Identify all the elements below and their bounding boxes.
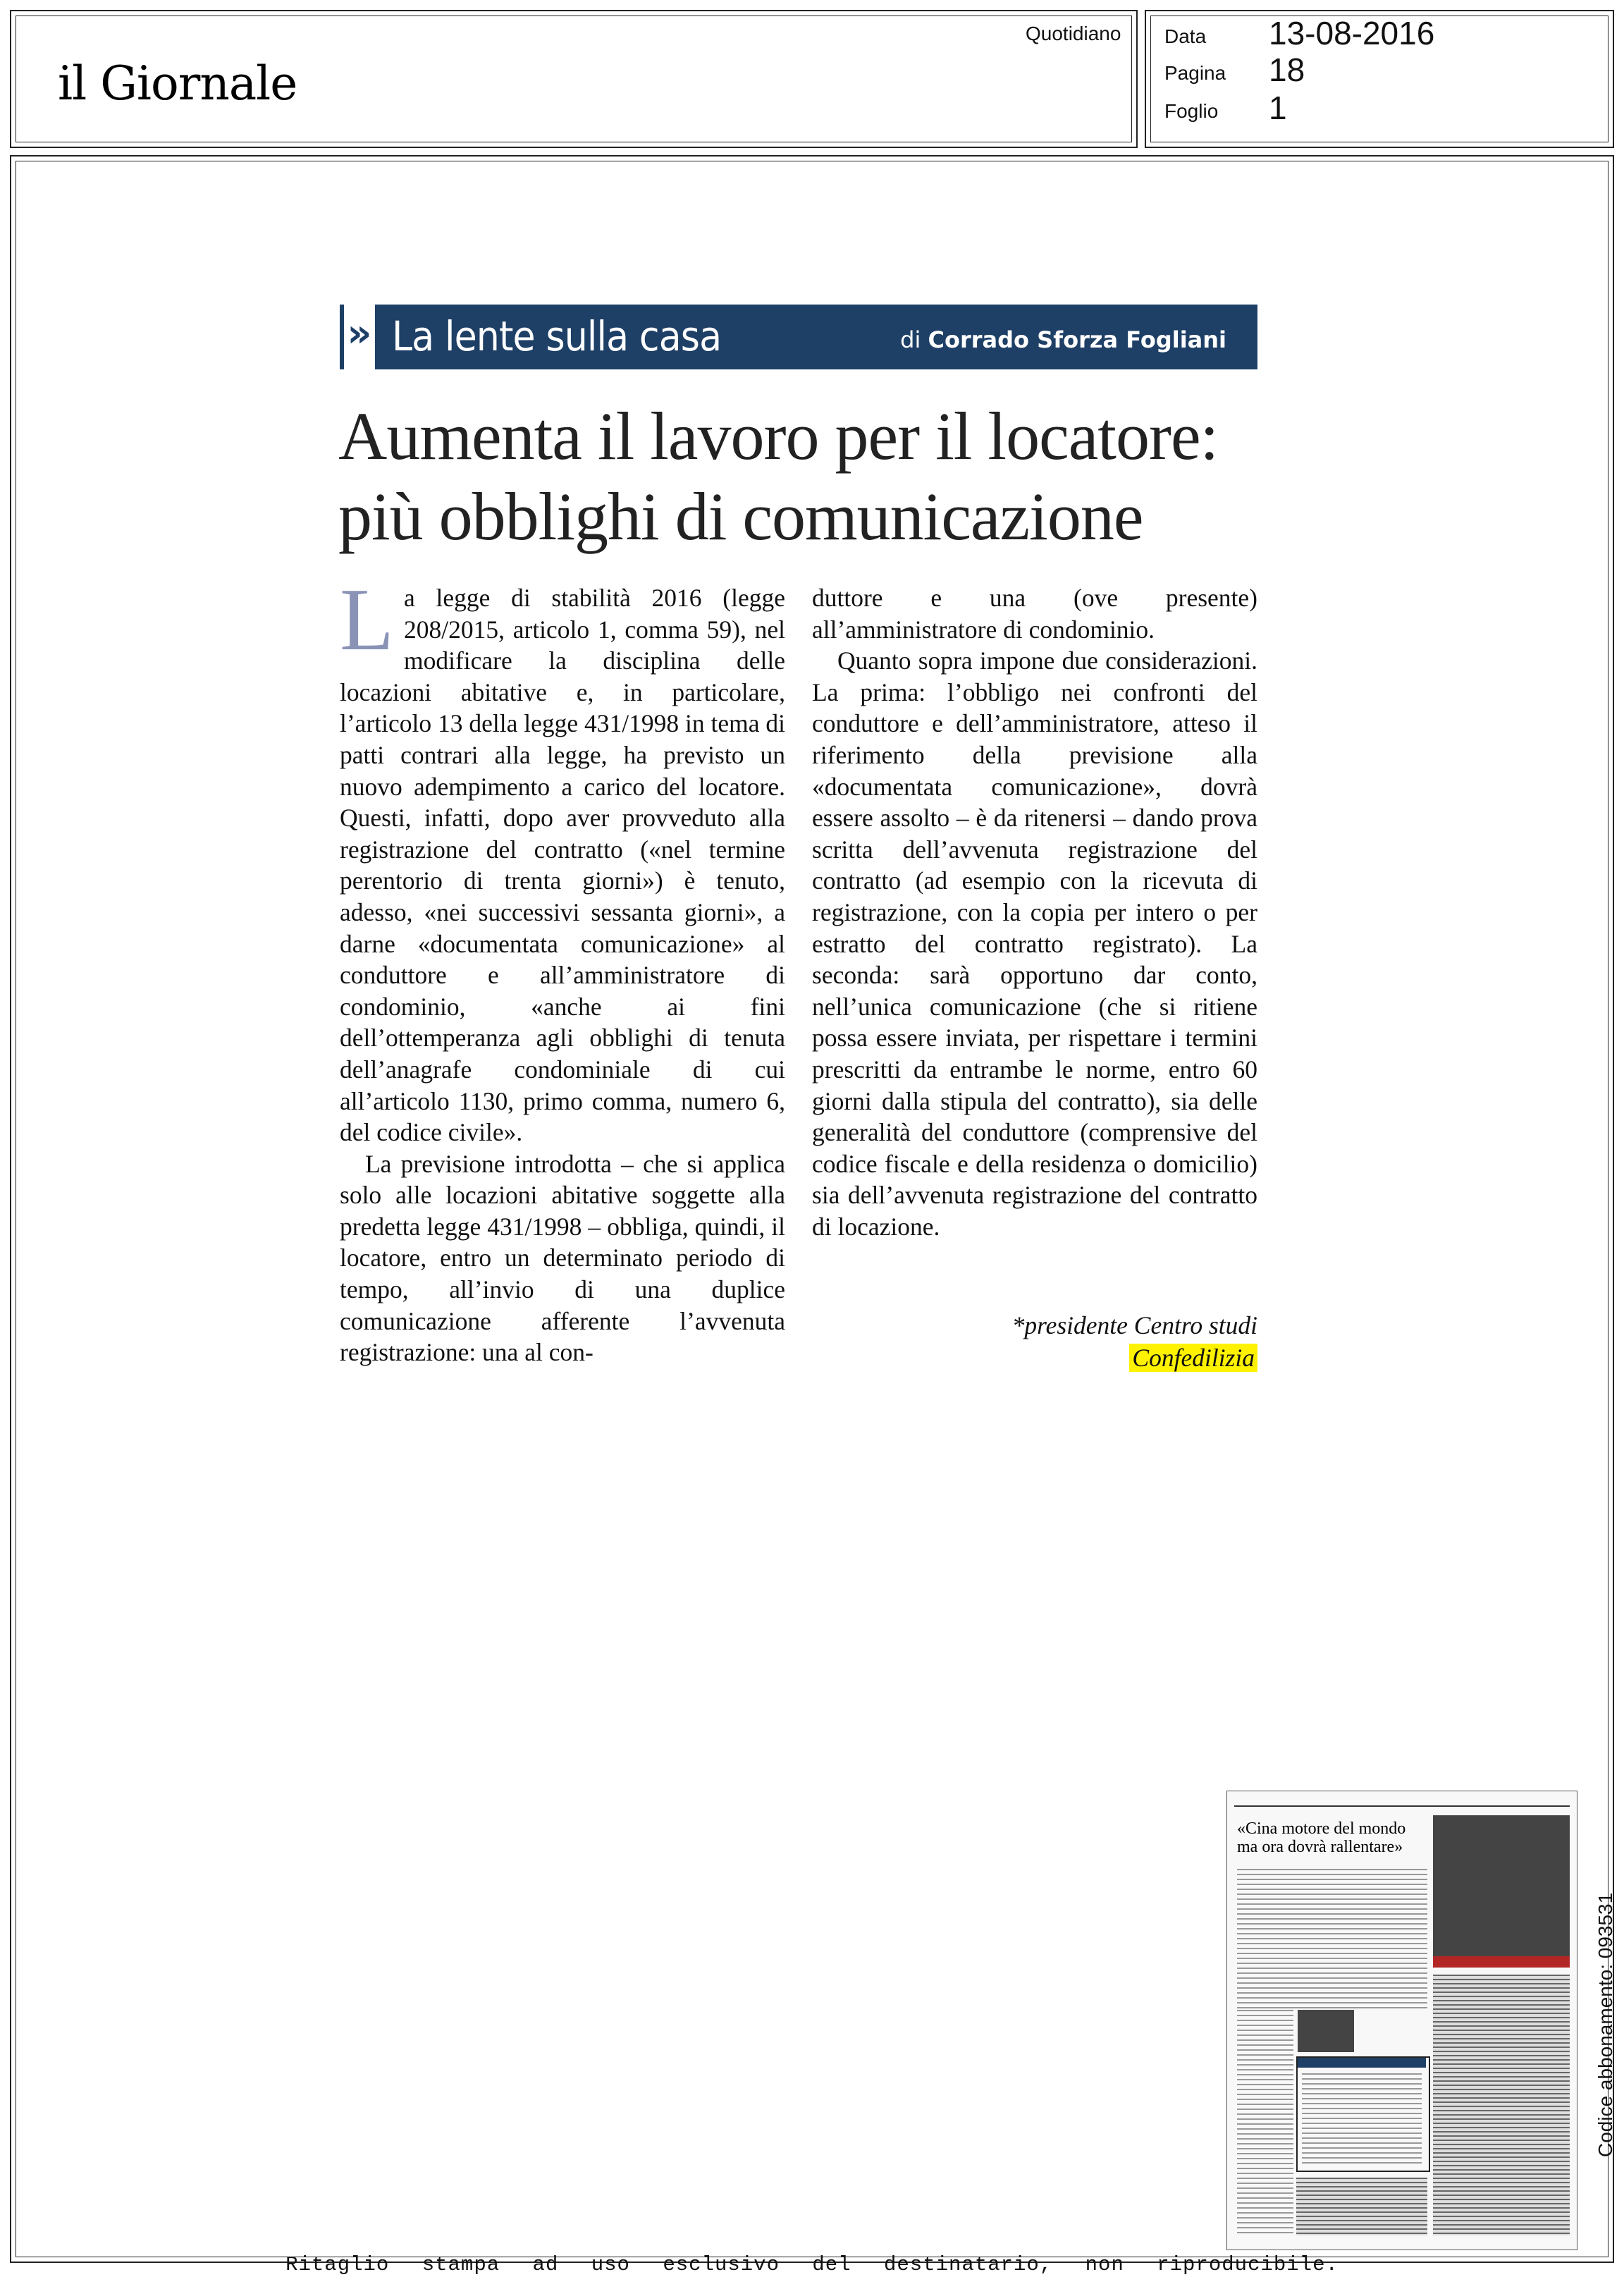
thumbnail-text-block: [1237, 2010, 1293, 2235]
paragraph-text: a legge di stabilità 2016 (legge 208/2015, articolo 1, comma 59), nel modificare la disciplina delle locazioni abitative e, in particolare, l’articolo 13 della legge 431/1998 in tema di patti contrari alla legge, ha previsto un nuovo adempimento a carico del locatore. Questi, infatti, dopo aver provveduto alla registrazione del contratto («nel termine perentorio di trenta giorni») è tenuto, adesso, «nei successivi sessanta giorni», a darne «documentata comunicazione» al conduttore e all’amministratore di condominio, «anche ai fini dell’ottemperanza agli obblighi di tenuta dell’anagrafe condominiale di cui all’articolo 1130, primo comma, numero 6, del codice civile».: [340, 584, 785, 1147]
signature-org: Confedilizia: [1129, 1344, 1257, 1372]
chevron-icon: »: [344, 305, 375, 369]
drop-cap: L: [340, 571, 394, 669]
masthead: il Giornale: [58, 56, 297, 111]
thumbnail-table: [1433, 1975, 1570, 2235]
meta-value-sheet: 1: [1269, 90, 1287, 126]
thumbnail-photo: [1433, 1815, 1570, 1956]
subscription-code-label: Codice abbonamento:: [1594, 1964, 1616, 2157]
article-paragraph: La previsione introdotta – che si applica solo alle locazioni abitative soggette alla predetta legge 431/1998 – obbliga, quindi, il locatore, entro un determinato periodo di tempo, all’invio di una duplice comunicazione afferente l’avvenuta registrazione: una al con-: [340, 1149, 785, 1367]
headline-line-2: più obblighi di comunicazione: [338, 479, 1143, 554]
article-column-2: [812, 582, 1257, 1242]
footer-notice: Ritaglio stampa ad uso esclusivo del destinatario, non riproducibile.: [285, 2253, 1339, 2276]
rubric-title: La lente sulla casa: [392, 312, 722, 360]
meta-label-date: Data: [1164, 25, 1207, 47]
thumbnail-headline: «Cina motore del mondo ma ora dovrà rallentare»: [1237, 1819, 1406, 1856]
subscription-code-value: 093531: [1594, 1892, 1616, 1959]
signature-org-wrap: [1129, 1342, 1257, 1373]
byline-prefix: di: [900, 326, 921, 353]
meta-value-date: 13-08-2016: [1269, 15, 1435, 51]
article-paragraph: duttore e una (ove presente) all’amministratore di condominio.: [812, 584, 1257, 644]
thumbnail-header-rule: [1234, 1797, 1570, 1807]
thumbnail-rubric: [1298, 2058, 1426, 2068]
rubric-byline: [900, 326, 1226, 354]
page-thumbnail: [1226, 1791, 1577, 2250]
article-paragraph: Quanto sopra impone due considerazioni. La prima: l’obbligo nei confronti del conduttore e dell’amministratore, atteso il riferimento della previsione alla «documentata comunicazione», dovrà essere assolto – è da ritenersi – dando prova scritta dell’avvenuta registrazione del contratto (ad esempio con la ricevuta di registrazione, con la copia per intero o per estratto del contratto registrato). La seconda: sarà opportuno dar conto, nell’unica comunicazione (che si ritiene possa essere inviata, per rispettare i termini prescritti da entrambe le norme, entro 60 giorni dalla stipula del contratto), sia delle generalità del conduttore (comprensive del codice fiscale e della residenza o domicilio) sia dell’avvenuta registrazione del contratto di locazione.: [812, 646, 1257, 1241]
thumbnail-table: [1296, 2178, 1427, 2235]
rubric-banner: [340, 305, 1257, 369]
thumbnail-text-block: [1302, 2073, 1422, 2165]
byline-author: Corrado Sforza Fogliani: [928, 326, 1226, 353]
meta-label-page: Pagina: [1164, 62, 1226, 84]
article-paragraph: [340, 571, 785, 1148]
subscription-code: [1594, 1893, 1617, 2157]
thumbnail-portrait: [1298, 2010, 1354, 2052]
article-headline: [338, 396, 1269, 557]
headline-line-1: Aumenta il lavoro per il locatore:: [338, 398, 1219, 474]
meta-value-page: 18: [1269, 51, 1305, 88]
signature-role: *presidente Centro studi: [1011, 1311, 1257, 1339]
thumbnail-band: [1433, 1956, 1570, 1968]
article-column-1: [340, 571, 785, 1368]
meta-label-sheet: Foglio: [1164, 100, 1219, 122]
thumbnail-text-block: [1237, 1869, 1427, 2010]
publication-type: Quotidiano: [1026, 23, 1121, 44]
